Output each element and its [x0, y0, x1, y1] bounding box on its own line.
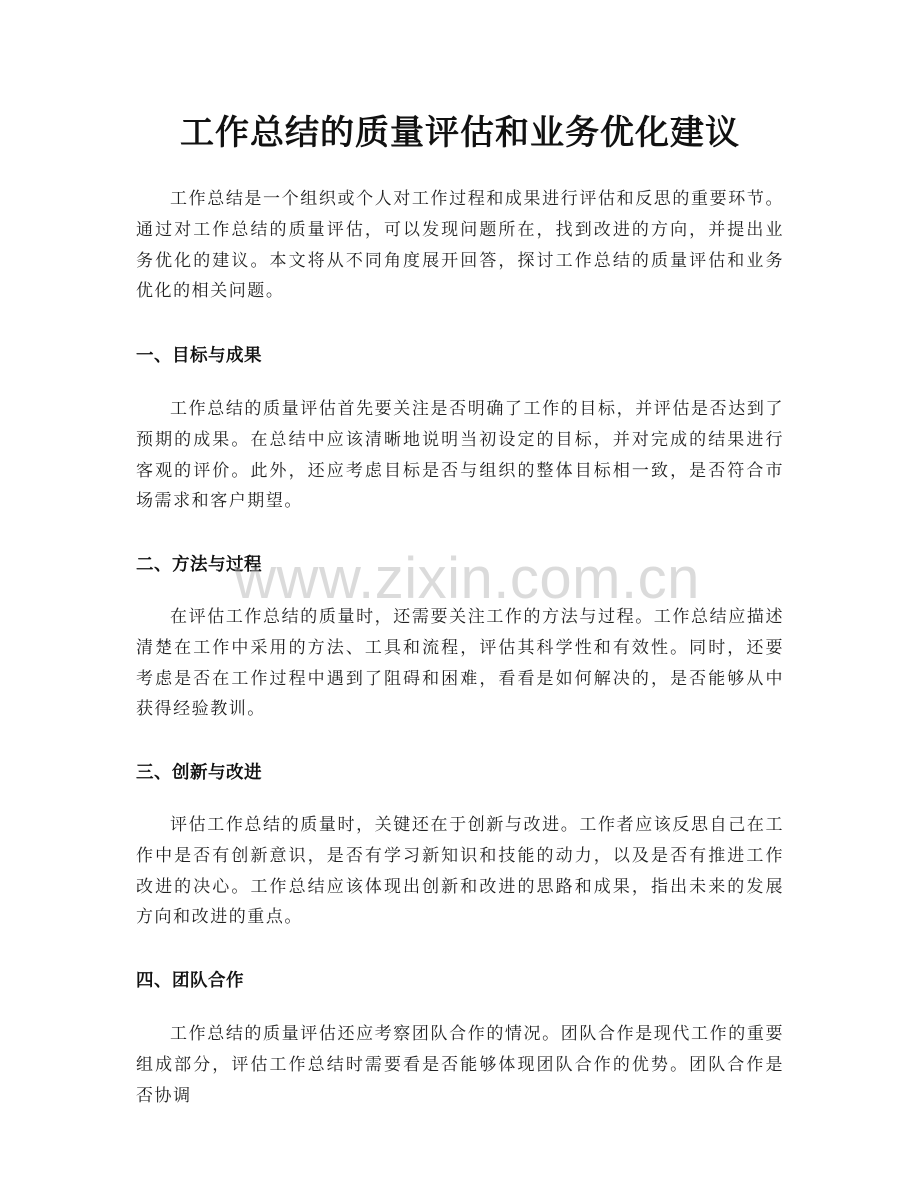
- section-heading-innovation: 三、创新与改进: [136, 763, 262, 783]
- page-title: 工作总结的质量评估和业务优化建议: [180, 113, 740, 153]
- section-body-teamwork: 工作总结的质量评估还应考察团队合作的情况。团队合作是现代工作的重要组成部分，评估工作总结时需要看是否能够体现团队合作的优势。团队合作是否协调: [136, 1024, 784, 1106]
- section-body-innovation: 评估工作总结的质量时，关键还在于创新与改进。工作者应该反思自己在工作中是否有创新意识，是否有学习新知识和技能的动力，以及是否有推进工作改进的决心。工作总结应该体现出创新和改进的思路和成果，指出未来的发展方向和改进的重点。: [136, 815, 784, 928]
- section-heading-goals: 一、目标与成果: [136, 346, 262, 366]
- section-body-goals: 工作总结的质量评估首先要关注是否明确了工作的目标，并评估是否达到了预期的成果。在总结中应该清晰地说明当初设定的目标，并对完成的结果进行客观的评价。此外，还应考虑目标是否与组织的整体目标相一致，是否符合市场需求和客户期望。: [136, 399, 784, 512]
- section-heading-teamwork: 四、团队合作: [136, 971, 244, 991]
- section-body-methods: 在评估工作总结的质量时，还需要关注工作的方法与过程。工作总结应描述清楚在工作中采用的方法、工具和流程，评估其科学性和有效性。同时，还要考虑是否在工作过程中遇到了阻碍和困难，看看是如何解决的，是否能够从中获得经验教训。: [136, 607, 784, 720]
- watermark-text: www.zixin.com.cn: [234, 546, 700, 611]
- section-heading-methods: 二、方法与过程: [136, 555, 262, 575]
- intro-paragraph: 工作总结是一个组织或个人对工作过程和成果进行评估和反思的重要环节。通过对工作总结的质量评估，可以发现问题所在，找到改进的方向，并提出业务优化的建议。本文将从不同角度展开回答，探讨工作总结的质量评估和业务优化的相关问题。: [136, 189, 784, 302]
